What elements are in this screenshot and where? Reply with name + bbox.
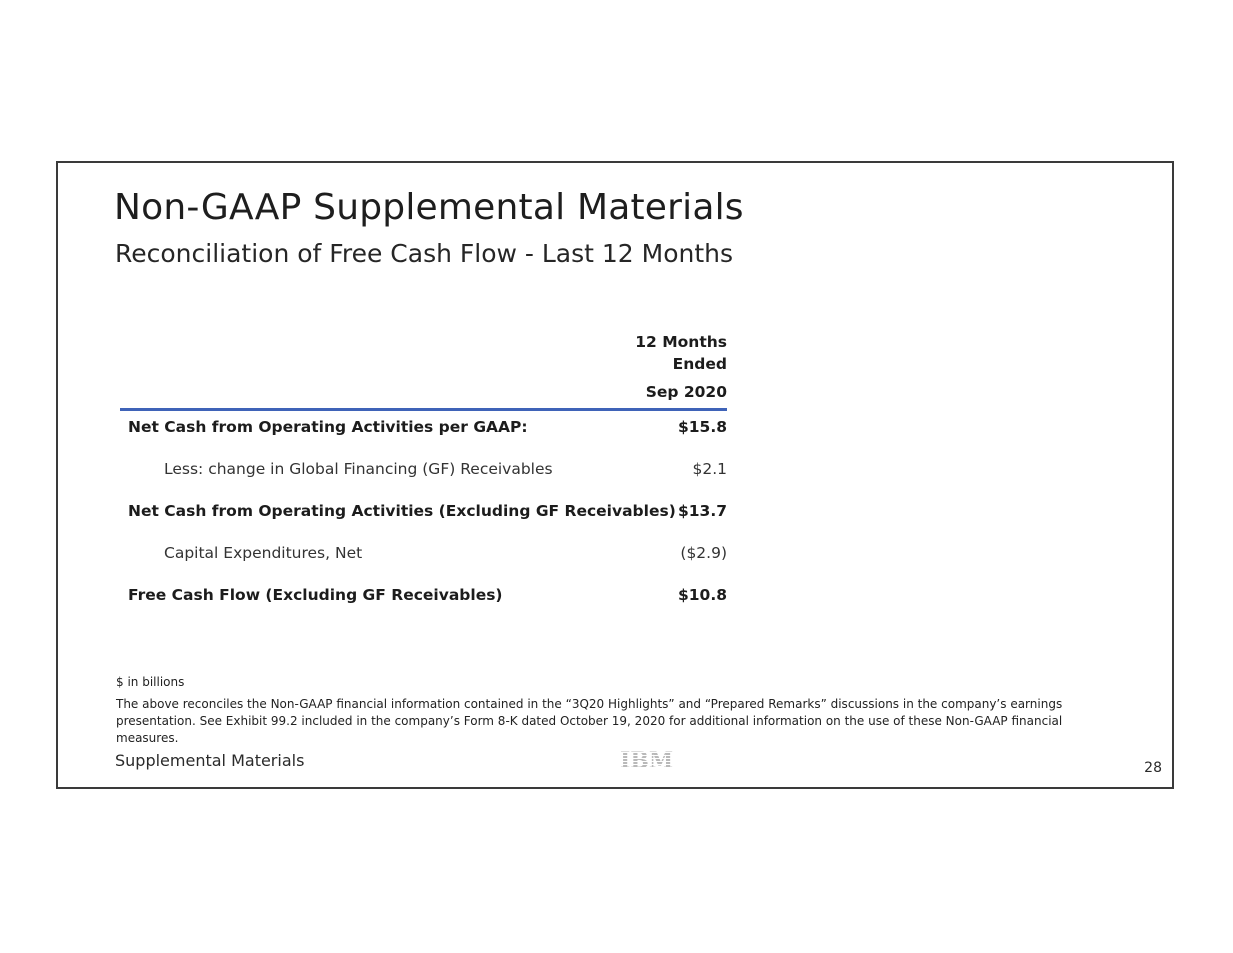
ibm-logo (618, 747, 674, 773)
slide-frame (56, 161, 1174, 789)
row-label: Less: change in Global Financing (GF) Receivables (164, 460, 553, 478)
disclaimer-footnote: The above reconciles the Non-GAAP financial information contained in the “3Q20 Highlights” and “Prepared Remarks” discussions in the company’s earnings presentation. See Exhibit 99.2 included in the company’s Form 8-K dated October 19, 2020 for additional information on the use of these Non-GAAP financial measures. (116, 697, 1063, 745)
page-number: 28 (1144, 760, 1162, 776)
row-value: $15.8 (677, 418, 727, 436)
ibm-logo-text: IBM (620, 748, 674, 773)
row-value: $13.7 (677, 502, 727, 520)
slide-title: Non-GAAP Supplemental Materials (114, 187, 744, 228)
header-rule (120, 408, 727, 411)
footer-section-label: Supplemental Materials (115, 751, 305, 770)
row-value: ($2.9) (680, 544, 727, 562)
column-header-line-3: Sep 2020 (645, 383, 727, 401)
column-header-line-2: Ended (672, 355, 727, 373)
row-label: Capital Expenditures, Net (164, 544, 363, 562)
row-label: Free Cash Flow (Excluding GF Receivables) (128, 586, 503, 604)
table-row (120, 418, 727, 442)
column-header (635, 331, 727, 403)
row-label: Net Cash from Operating Activities per GAAP: (128, 418, 528, 436)
table-row (120, 586, 727, 610)
slide-subtitle: Reconciliation of Free Cash Flow - Last 12 Months (115, 239, 734, 268)
table-row (120, 460, 727, 484)
column-header-line-1: 12 Months (635, 333, 727, 351)
units-footnote: $ in billions (116, 675, 185, 689)
row-value: $2.1 (692, 460, 727, 478)
table-row (120, 544, 727, 568)
row-value: $10.8 (677, 586, 727, 604)
row-label: Net Cash from Operating Activities (Excluding GF Receivables) (128, 502, 676, 520)
table-row (120, 502, 727, 526)
